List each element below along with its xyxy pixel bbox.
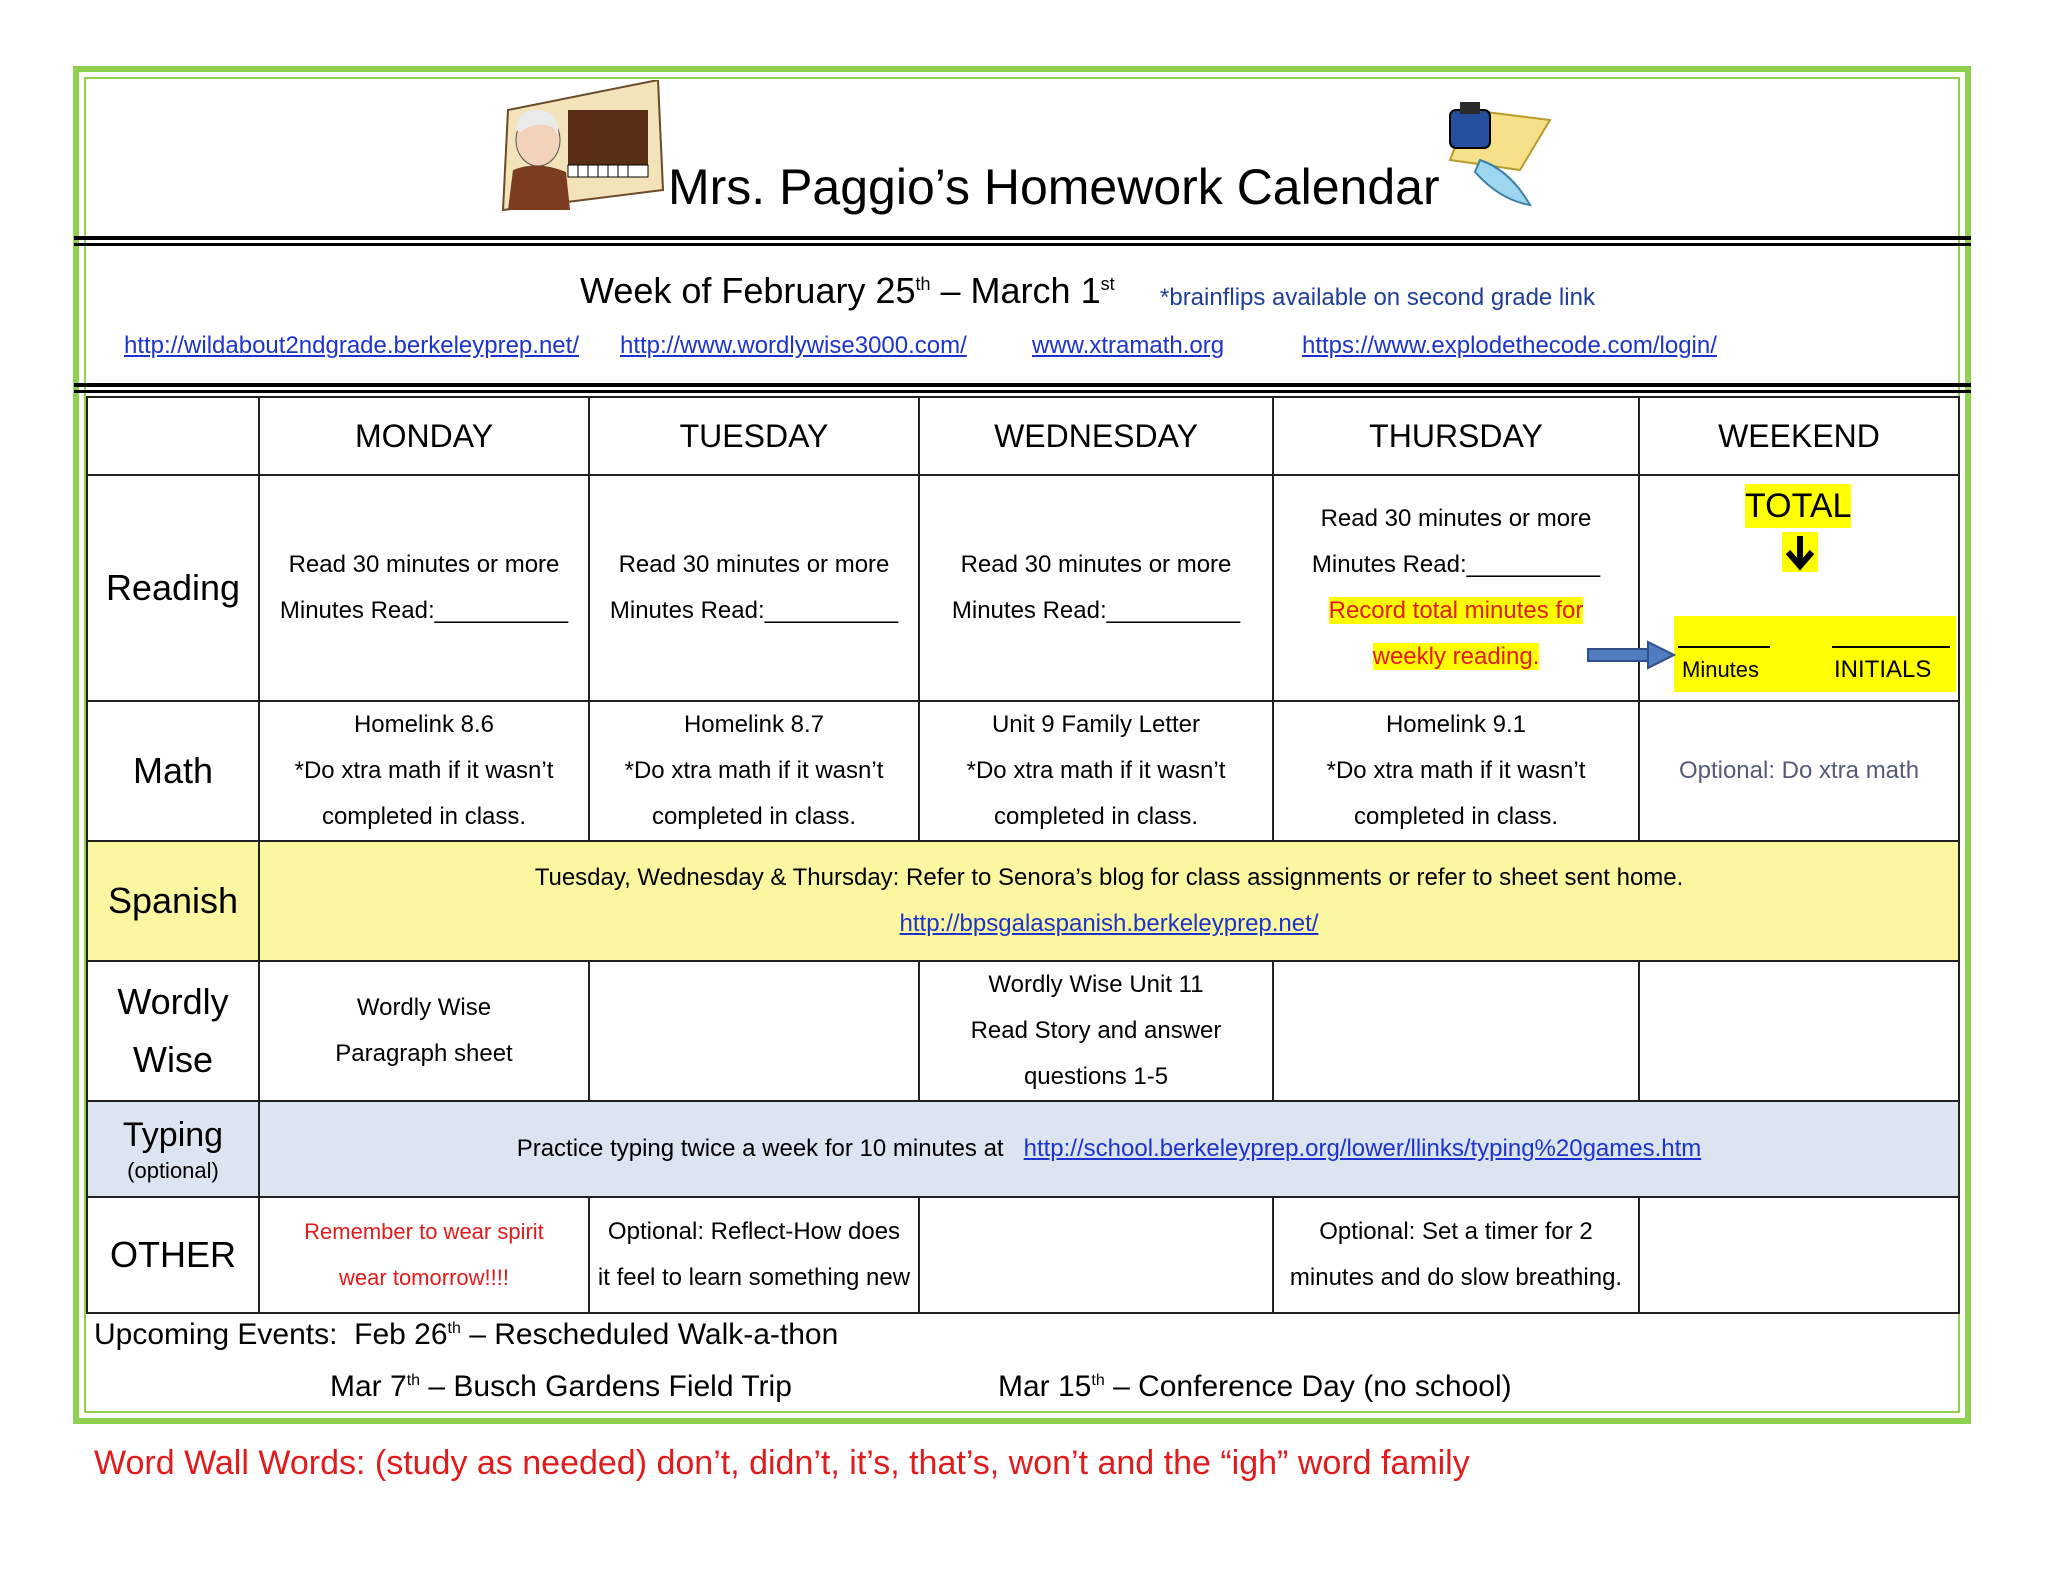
- week-middle: – March 1: [930, 270, 1101, 311]
- week-sup2: st: [1100, 274, 1115, 294]
- typing-text: Practice typing twice a week for 10 minutes at: [516, 1135, 1004, 1162]
- link-explodethecode[interactable]: https://www.explodethecode.com/login/: [1302, 332, 1717, 359]
- wordly-monday-line1: Wordly Wise: [356, 994, 492, 1021]
- other-label: OTHER: [87, 1197, 259, 1313]
- divider-bottom: [74, 383, 1971, 393]
- event3-text: – Conference Day (no school): [1113, 1370, 1512, 1403]
- math-note1: *Do xtra math if it wasn’t: [624, 757, 884, 784]
- week-prefix: Week of February 25: [580, 270, 916, 311]
- reading-line1: Read 30 minutes or more: [288, 551, 560, 578]
- wordly-tuesday: [589, 961, 919, 1101]
- other-monday: [259, 1197, 589, 1313]
- other-monday-line1: Remember to wear spirit: [304, 1219, 544, 1244]
- down-arrow-icon: [1782, 532, 1818, 572]
- other-tuesday-line1: Optional: Reflect-How does: [607, 1218, 901, 1245]
- event2-sup: th: [406, 1372, 421, 1389]
- wordly-wed-line3: questions 1-5: [1023, 1063, 1169, 1090]
- reading-wednesday: [919, 475, 1273, 701]
- day-tuesday: TUESDAY: [589, 397, 919, 475]
- reading-line1: Read 30 minutes or more: [1320, 505, 1592, 532]
- reading-line2: Minutes Read:__________: [609, 597, 899, 624]
- other-thursday-line1: Optional: Set a timer for 2: [1319, 1218, 1593, 1245]
- other-thursday-line2: minutes and do slow breathing.: [1289, 1264, 1623, 1291]
- math-note1: *Do xtra math if it wasn’t: [966, 757, 1226, 784]
- spanish-row: [87, 841, 1959, 961]
- reading-line2: Minutes Read:__________: [279, 597, 569, 624]
- reading-line1: Read 30 minutes or more: [618, 551, 890, 578]
- math-row: [87, 701, 1959, 841]
- day-weekend: WEEKEND: [1639, 397, 1959, 475]
- weekend-entry-area: [1674, 616, 1956, 692]
- wordly-monday-line2: Paragraph sheet: [335, 1040, 513, 1067]
- math-note2: completed in class.: [1353, 803, 1559, 830]
- other-wednesday: [919, 1197, 1273, 1313]
- page-title: Mrs. Paggio’s Homework Calendar: [668, 159, 1440, 215]
- wordly-wise-label: [87, 961, 259, 1101]
- event1-sup: th: [447, 1320, 461, 1337]
- day-wednesday: WEDNESDAY: [919, 397, 1273, 475]
- reading-line1: Read 30 minutes or more: [960, 551, 1232, 578]
- typing-label-sub: (optional): [127, 1158, 219, 1183]
- composer-piano-clipart: [488, 80, 668, 212]
- reading-monday: [259, 475, 589, 701]
- math-note1: *Do xtra math if it wasn’t: [1326, 757, 1586, 784]
- week-heading: [580, 270, 1115, 312]
- corner-cell: [87, 397, 259, 475]
- wordly-wise-row: [87, 961, 1959, 1101]
- upcoming-events-line3: [998, 1370, 1512, 1404]
- math-monday: [259, 701, 589, 841]
- math-weekend: Optional: Do xtra math: [1639, 701, 1959, 841]
- typing-games-link[interactable]: http://school.berkeleyprep.org/lower/llinks/typing%20games.htm: [1023, 1135, 1702, 1162]
- initials-blank[interactable]: [1832, 646, 1950, 648]
- minutes-blank[interactable]: [1678, 646, 1770, 648]
- other-tuesday: [589, 1197, 919, 1313]
- math-note2: completed in class.: [993, 803, 1199, 830]
- link-wordlywise[interactable]: http://www.wordlywise3000.com/: [620, 332, 967, 359]
- week-sup1: th: [915, 274, 931, 294]
- wordly-label-line1: Wordly: [117, 981, 229, 1022]
- reading-weekend: [1639, 475, 1959, 701]
- day-thursday: THURSDAY: [1273, 397, 1639, 475]
- wordly-weekend: [1639, 961, 1959, 1101]
- math-assignment: Homelink 8.7: [683, 711, 825, 738]
- other-tuesday-line2: it feel to learn something new: [597, 1264, 911, 1291]
- initials-label: INITIALS: [1834, 656, 1932, 683]
- typing-label-main: Typing: [122, 1116, 224, 1154]
- spanish-label: Spanish: [87, 841, 259, 961]
- other-row: [87, 1197, 1959, 1313]
- spanish-text: Tuesday, Wednesday & Thursday: Refer to Senora’s blog for class assignments or refer to sheet sent home.: [534, 864, 1684, 891]
- event2-date: Mar 7: [330, 1370, 407, 1403]
- wordly-thursday: [1273, 961, 1639, 1101]
- reading-line2: Minutes Read:__________: [951, 597, 1241, 624]
- spanish-content: [259, 841, 1959, 961]
- wordly-wednesday: [919, 961, 1273, 1101]
- link-wildabout[interactable]: http://wildabout2ndgrade.berkeleyprep.net/: [124, 332, 579, 359]
- math-note2: completed in class.: [651, 803, 857, 830]
- word-wall-words: Word Wall Words: (study as needed) don’t, didn’t, it’s, that’s, won’t and the “igh” word family: [94, 1444, 1470, 1482]
- minutes-label: Minutes: [1682, 657, 1760, 682]
- event1-date: Feb 26: [354, 1318, 448, 1351]
- spanish-blog-link[interactable]: http://bpsgalaspanish.berkeleyprep.net/: [899, 910, 1319, 937]
- divider-top: [74, 236, 1971, 246]
- ink-quill-clipart: [1440, 100, 1560, 212]
- math-note1: *Do xtra math if it wasn’t: [294, 757, 554, 784]
- math-note2: completed in class.: [321, 803, 527, 830]
- brainflips-note: *brainflips available on second grade link: [1160, 284, 1595, 311]
- other-thursday: [1273, 1197, 1639, 1313]
- reading-thursday: [1273, 475, 1639, 701]
- other-weekend: [1639, 1197, 1959, 1313]
- reading-tuesday: [589, 475, 919, 701]
- math-tuesday: [589, 701, 919, 841]
- right-arrow-icon: [1586, 640, 1676, 670]
- reading-row: [87, 475, 1959, 701]
- event2-text: – Busch Gardens Field Trip: [428, 1370, 792, 1403]
- reading-line2: Minutes Read:__________: [1311, 551, 1601, 578]
- wordly-monday: [259, 961, 589, 1101]
- typing-label: [87, 1101, 259, 1197]
- wordly-wed-line2: Read Story and answer: [970, 1017, 1222, 1044]
- event3-date: Mar 15: [998, 1370, 1092, 1403]
- typing-row: [87, 1101, 1959, 1197]
- math-label: Math: [87, 701, 259, 841]
- math-assignment: Homelink 8.6: [353, 711, 495, 738]
- upcoming-events-line1: [94, 1318, 838, 1352]
- link-xtramath[interactable]: www.xtramath.org: [1032, 332, 1225, 359]
- event3-sup: th: [1091, 1372, 1105, 1389]
- event1-text: – Rescheduled Walk-a-thon: [469, 1318, 839, 1351]
- wordly-label-line2: Wise: [133, 1039, 213, 1080]
- typing-content: [259, 1101, 1959, 1197]
- math-assignment: Unit 9 Family Letter: [991, 711, 1201, 738]
- day-header-row: [87, 397, 1959, 475]
- total-label: TOTAL: [1745, 484, 1851, 528]
- upcoming-events-line2: [330, 1370, 792, 1404]
- math-wednesday: [919, 701, 1273, 841]
- math-assignment: Homelink 9.1: [1385, 711, 1527, 738]
- other-monday-line2: wear tomorrow!!!!: [339, 1265, 509, 1290]
- homework-table: [86, 396, 1960, 1314]
- math-thursday: [1273, 701, 1639, 841]
- events-label: Upcoming Events:: [94, 1318, 338, 1351]
- day-monday: MONDAY: [259, 397, 589, 475]
- wordly-wed-line1: Wordly Wise Unit 11: [988, 971, 1204, 998]
- record-total-note: Record total minutes for weekly reading.: [1328, 597, 1584, 670]
- reading-label: Reading: [87, 475, 259, 701]
